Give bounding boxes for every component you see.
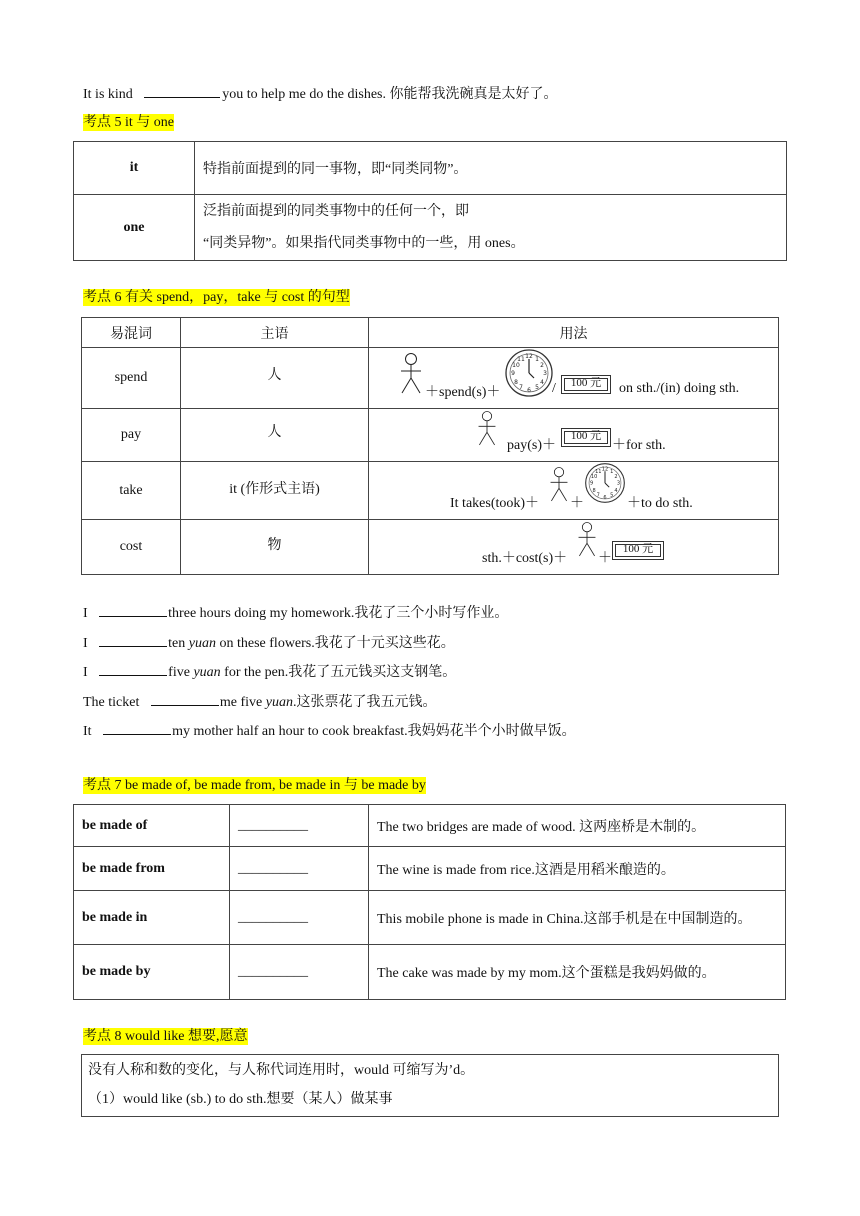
- svg-text:1: 1: [610, 468, 614, 475]
- clock-icon: [504, 348, 554, 398]
- word-cell: cost: [82, 520, 181, 575]
- desc-cell: 特指前面提到的同一事物，即“同类同物”。: [195, 142, 787, 195]
- header-cell: 主语: [181, 318, 369, 348]
- table-row: [74, 847, 786, 891]
- section-8-title: 考点 8 would like 想要,愿意: [83, 1029, 248, 1044]
- section-5-title: 考点 5 it 与 one: [83, 115, 174, 130]
- term-cell: be made by: [74, 945, 230, 1000]
- usage-cell: [369, 520, 779, 575]
- note-line: （1）would like (sb.) to do sth.想要（某人）做某事: [88, 1092, 393, 1107]
- svg-text:7: 7: [596, 492, 600, 499]
- blank-cell[interactable]: __________: [230, 847, 369, 891]
- exercise-line: It my mother half an hour to cook breakfast.我妈妈花半个小时做早饭。: [83, 721, 576, 741]
- svg-text:6: 6: [603, 494, 607, 501]
- svg-text:8: 8: [514, 379, 518, 386]
- money-note-icon: 100 元: [612, 541, 664, 560]
- blank-cell[interactable]: __________: [230, 945, 369, 1000]
- header-cell: 用法: [369, 318, 779, 348]
- term-cell: one: [74, 195, 195, 261]
- usage-text: It takes(took)＋: [450, 496, 540, 511]
- exercise-line: I ten yuan on these flowers.我花了十元买这些花。: [83, 633, 455, 653]
- exercise-line: The ticket me five yuan.这张票花了我五元钱。: [83, 692, 436, 712]
- svg-text:8: 8: [592, 488, 596, 495]
- usage-text: ＋spend(s)＋: [425, 385, 501, 400]
- word-cell: pay: [82, 409, 181, 462]
- it-one-table: [73, 141, 787, 261]
- answer-blank[interactable]: [144, 84, 220, 98]
- usage-text: /: [552, 381, 556, 396]
- word-cell: spend: [82, 348, 181, 409]
- answer-blank[interactable]: [99, 662, 167, 676]
- table-row: [74, 891, 786, 945]
- section-6-title: 考点 6 有关 spend，pay，take 与 cost 的句型: [83, 290, 350, 305]
- svg-text:3: 3: [616, 480, 621, 487]
- note-line: 没有人称和数的变化，与人称代词连用时，would 可缩写为’d。: [88, 1063, 475, 1078]
- subject-cell: 人: [181, 348, 369, 409]
- exercise-line: I three hours doing my homework.我花了三个小时写作业。: [83, 603, 508, 623]
- word-cell: take: [82, 462, 181, 520]
- answer-blank[interactable]: [151, 692, 219, 706]
- usage-text: ＋: [570, 496, 584, 511]
- person-icon: [576, 521, 598, 557]
- svg-text:2: 2: [614, 473, 618, 480]
- money-note-icon: 100 元: [561, 428, 611, 447]
- clock-icon: [584, 462, 626, 504]
- person-icon: [548, 466, 570, 502]
- term-cell: be made from: [74, 847, 230, 891]
- exercise-line: I five yuan for the pen.我花了五元钱买这支钢笔。: [83, 662, 456, 682]
- usage-text: ＋: [598, 551, 612, 566]
- blank-cell[interactable]: __________: [230, 891, 369, 945]
- example-cell: The cake was made by my mom.这个蛋糕是我妈妈做的。: [369, 945, 786, 1000]
- svg-text:3: 3: [543, 370, 547, 377]
- svg-text:7: 7: [519, 384, 523, 391]
- usage-text: pay(s)＋: [507, 438, 556, 453]
- subject-cell: 人: [181, 409, 369, 462]
- table-row: [74, 805, 786, 847]
- svg-text:9: 9: [511, 370, 515, 377]
- would-like-box: [81, 1054, 779, 1117]
- table-header-row: [82, 318, 779, 348]
- subject-cell: it (作形式主语): [181, 462, 369, 520]
- svg-text:10: 10: [512, 362, 520, 369]
- example-cell: This mobile phone is made in China.这部手机是在中国制造的。: [369, 891, 786, 945]
- usage-text: ＋for sth.: [612, 438, 666, 453]
- example-cell: The two bridges are made of wood. 这两座桥是木制的。: [369, 805, 786, 847]
- spend-pay-take-cost-table: [81, 317, 779, 575]
- header-cell: 易混词: [82, 318, 181, 348]
- svg-text:4: 4: [540, 379, 544, 386]
- svg-text:11: 11: [517, 356, 525, 363]
- table-row: [82, 409, 779, 462]
- term-cell: it: [74, 142, 195, 195]
- table-row: [82, 520, 779, 575]
- answer-blank[interactable]: [99, 633, 167, 647]
- svg-text:5: 5: [610, 492, 614, 499]
- intro-sentence: It is kind you to help me do the dishes. 你能帮我洗碗真是太好了。: [83, 84, 557, 104]
- person-icon: [476, 410, 498, 446]
- svg-text:12: 12: [525, 353, 533, 360]
- term-cell: be made in: [74, 891, 230, 945]
- svg-text:10: 10: [590, 473, 598, 480]
- usage-text: sth.＋cost(s)＋: [482, 551, 568, 566]
- svg-text:5: 5: [535, 384, 539, 391]
- svg-text:6: 6: [527, 387, 531, 394]
- money-note-icon: 100 元: [561, 375, 611, 394]
- desc-cell: 泛指前面提到的同类事物中的任何一个，即 “同类异物”。如果指代同类事物中的一些，用 ones。: [195, 195, 787, 261]
- example-cell: The wine is made from rice.这酒是用稻米酿造的。: [369, 847, 786, 891]
- be-made-table: [73, 804, 786, 1000]
- svg-text:11: 11: [595, 468, 602, 475]
- svg-text:9: 9: [589, 480, 594, 487]
- svg-text:4: 4: [614, 488, 618, 495]
- table-row: [74, 142, 787, 195]
- usage-text: ＋to do sth.: [627, 496, 693, 511]
- subject-cell: 物: [181, 520, 369, 575]
- svg-text:12: 12: [601, 466, 609, 473]
- svg-text:1: 1: [535, 356, 539, 363]
- answer-blank[interactable]: [103, 721, 171, 735]
- table-row: [74, 945, 786, 1000]
- svg-text:2: 2: [540, 362, 544, 369]
- section-7-title: 考点 7 be made of, be made from, be made in 与 be made by: [83, 778, 426, 793]
- table-row: [74, 195, 787, 261]
- person-icon: [398, 352, 424, 394]
- blank-cell[interactable]: __________: [230, 805, 369, 847]
- term-cell: be made of: [74, 805, 230, 847]
- usage-text: on sth./(in) doing sth.: [619, 381, 740, 396]
- answer-blank[interactable]: [99, 603, 167, 617]
